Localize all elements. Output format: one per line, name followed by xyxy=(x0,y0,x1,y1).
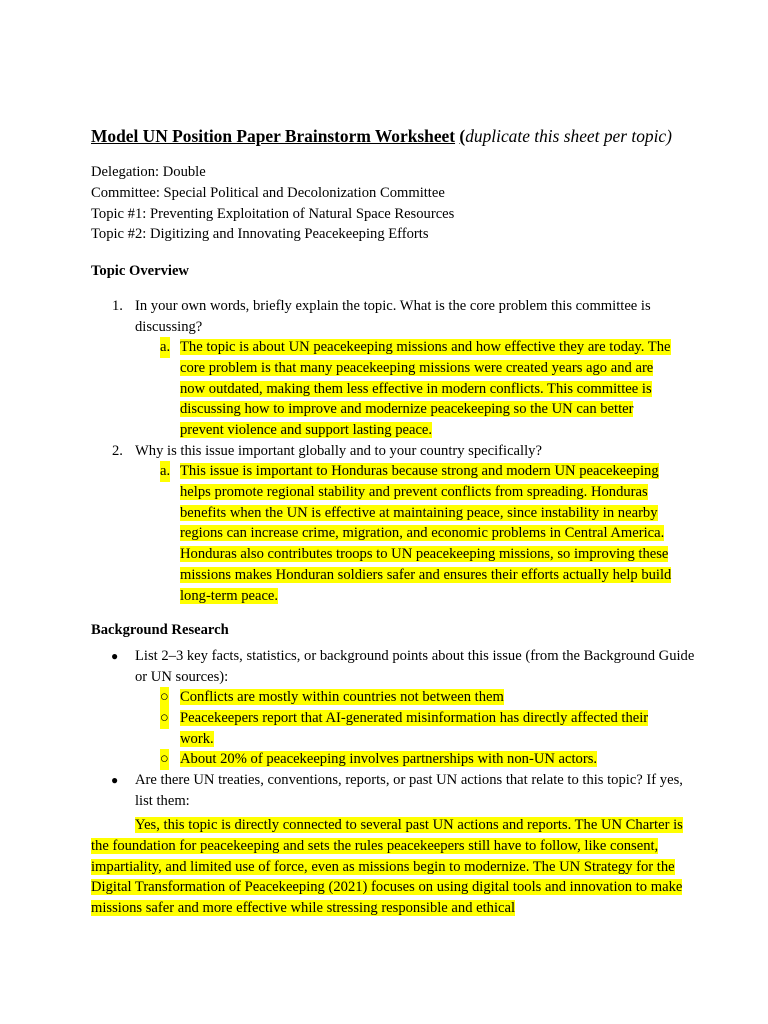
bullet-key-facts xyxy=(91,646,701,688)
answer-1-label: a. xyxy=(160,337,170,358)
answer-1 xyxy=(160,337,690,441)
background-research-heading: Background Research xyxy=(91,622,229,638)
answer-2 xyxy=(160,461,690,607)
circle-marker: ○ xyxy=(160,749,169,770)
committee-line: Committee: Special Political and Decolonization Committee xyxy=(91,184,445,201)
fact-item xyxy=(160,687,690,708)
un-actions-answer xyxy=(91,815,691,919)
title-italic-note: duplicate this sheet per topic) xyxy=(465,126,672,146)
circle-marker: ○ xyxy=(160,687,169,708)
page-title xyxy=(91,124,731,148)
fact-text: Peacekeepers report that AI-generated misinformation has directly affected their work. xyxy=(180,710,649,747)
question-2 xyxy=(91,441,691,462)
answer-2-text: This issue is important to Honduras because strong and modern UN peacekeeping helps promote regional stability and prevent conflicts from spreading. Honduras benefits when the UN is effective at maintaining peace, since instability in nearby regions can increase crime, migration, and economic problems in Central America. Honduras also contributes troops to UN peacekeeping missions, so improving these missions makes Honduran soldiers safer and ensures their efforts actually help build long-term peace. xyxy=(180,463,672,604)
question-1-number: 1. xyxy=(112,298,123,314)
topic-overview-heading: Topic Overview xyxy=(91,263,189,279)
title-paren: ( xyxy=(459,126,466,146)
fact-item xyxy=(160,708,690,750)
topic2-line: Topic #2: Digitizing and Innovating Peacekeeping Efforts xyxy=(91,226,429,243)
bullet-un-actions xyxy=(91,770,701,812)
title-main: Model UN Position Paper Brainstorm Worksheet xyxy=(91,126,456,146)
question-2-number: 2. xyxy=(112,443,123,459)
topic1-line: Topic #1: Preventing Exploitation of Natural Space Resources xyxy=(91,205,455,222)
delegation-info xyxy=(91,162,691,245)
bullet-marker: ● xyxy=(111,649,119,663)
bullet-marker: ● xyxy=(111,773,119,787)
answer-2-label: a. xyxy=(160,461,170,482)
fact-item xyxy=(160,749,690,770)
un-actions-answer-text: Yes, this topic is directly connected to several past UN actions and reports. The UN Charter is the foundation for peacekeeping and sets the rules peacekeepers still have to follow, like consent, impartiality, and limited use of force, even as missions begin to modernize. The UN Strategy for the Digital Transformation of Peacekeeping (2021) focuses on using digital tools and innovation to make missions safer and more effective while stressing responsible and ethical xyxy=(91,817,683,917)
question-2-text: Why is this issue important globally and to your country specifically? xyxy=(135,443,542,459)
bullet-key-facts-text: List 2–3 key facts, statistics, or background points about this issue (from the Background Guide or UN sources): xyxy=(135,648,695,685)
delegation-line: Delegation: Double xyxy=(91,164,206,180)
answer-1-text: The topic is about UN peacekeeping missions and how effective they are today. The core problem is that many peacekeeping missions were created years ago and are now outdated, making them less effective in modern conflicts. This committee is discussing how to improve and modernize peacekeeping so the UN can better prevent violence and support lasting peace. xyxy=(180,339,671,439)
question-1-text: In your own words, briefly explain the topic. What is the core problem this committee is discussing? xyxy=(135,298,651,335)
bullet-un-actions-text: Are there UN treaties, conventions, reports, or past UN actions that relate to this topic? If yes, list them: xyxy=(135,772,683,809)
fact-text: About 20% of peacekeeping involves partnerships with non-UN actors. xyxy=(180,751,598,767)
fact-text: Conflicts are mostly within countries not between them xyxy=(180,689,504,705)
question-1 xyxy=(91,296,691,338)
circle-marker: ○ xyxy=(160,708,169,729)
